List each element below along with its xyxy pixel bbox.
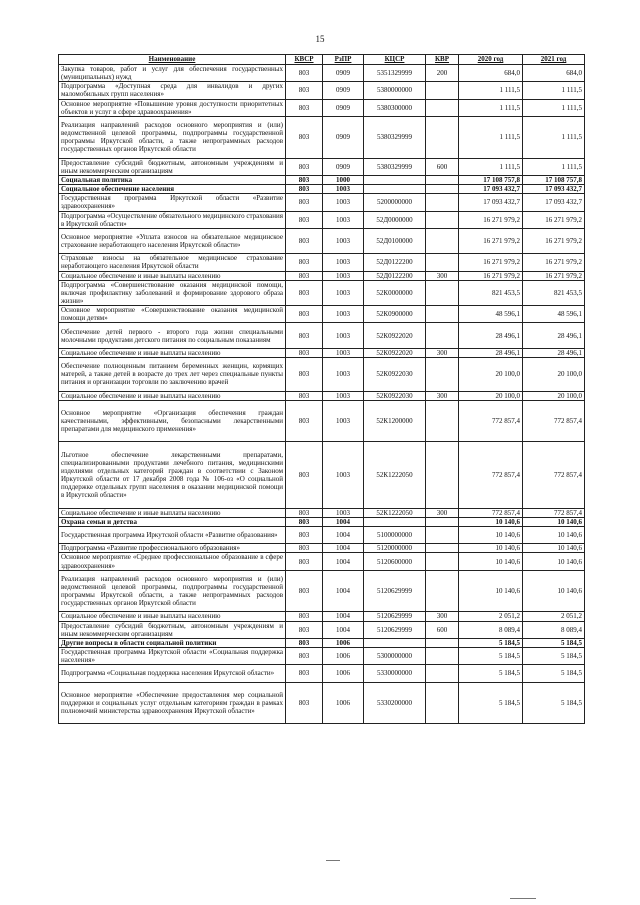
row-rzpr-cell: 0909 (323, 99, 364, 116)
row-kvr-cell (426, 553, 459, 570)
row-rzpr-cell: 1004 (323, 526, 364, 543)
row-kcsr-cell: 5120629999 (364, 621, 426, 638)
row-name-cell: Подпрограмма «Развитие профессионального образования» (59, 544, 286, 553)
row-rzpr-cell: 1003 (323, 358, 364, 392)
row-kcsr-cell (364, 175, 426, 184)
header-2021: 2021 год (523, 55, 585, 65)
row-kvsr-cell: 803 (286, 570, 323, 612)
header-rzpr: РзПР (323, 55, 364, 65)
budget-table (58, 54, 585, 724)
row-rzpr-cell: 1003 (323, 306, 364, 323)
table-row (59, 348, 585, 357)
row-2020-cell: 772 857,4 (459, 508, 523, 517)
row-kvr-cell: 300 (426, 348, 459, 357)
table-row (59, 638, 585, 647)
row-rzpr-cell: 1003 (323, 228, 364, 253)
row-rzpr-cell: 0909 (323, 65, 364, 82)
row-name-cell: Социальное обеспечение и иные выплаты населению (59, 612, 286, 621)
row-kvr-cell: 300 (426, 271, 459, 280)
row-name-cell: Льготное обеспечение лекарственными препаратами, специализированными продуктами лечебного питания, медицинскими изделиями отдельных категорий граждан в соответствии с Законом Иркутской области от 17 декабря 2008 года № 106-оз «О социальной поддержке отдельных групп населения в оказании медицинской помощи в Иркутской области» (59, 442, 286, 508)
row-kcsr-cell: 52Д0122200 (364, 254, 426, 271)
row-2021-cell: 17 093 432,7 (523, 185, 585, 194)
table-row (59, 682, 585, 724)
row-kvsr-cell: 803 (286, 682, 323, 724)
row-2021-cell: 1 111,5 (523, 116, 585, 158)
table-row (59, 185, 585, 194)
table-row (59, 570, 585, 612)
table-row (59, 194, 585, 211)
table-row (59, 254, 585, 271)
row-2020-cell: 1 111,5 (459, 158, 523, 175)
row-kcsr-cell: 52К1222050 (364, 442, 426, 508)
row-kcsr-cell (364, 638, 426, 647)
row-kvr-cell (426, 638, 459, 647)
row-2020-cell: 684,0 (459, 65, 523, 82)
table-row (59, 517, 585, 526)
row-kvsr-cell: 803 (286, 544, 323, 553)
table-row (59, 544, 585, 553)
row-kvr-cell: 600 (426, 621, 459, 638)
row-name-cell: Социальное обеспечение и иные выплаты населению (59, 348, 286, 357)
row-kcsr-cell: 5100000000 (364, 526, 426, 543)
row-2021-cell: 16 271 979,2 (523, 228, 585, 253)
row-rzpr-cell: 1003 (323, 400, 364, 442)
table-row (59, 175, 585, 184)
row-rzpr-cell: 0909 (323, 82, 364, 99)
row-rzpr-cell: 1003 (323, 194, 364, 211)
table-row (59, 665, 585, 682)
row-kcsr-cell: 5330000000 (364, 665, 426, 682)
row-name-cell: Государственная программа Иркутской области «Социальная поддержка населения» (59, 648, 286, 665)
row-2020-cell: 20 100,0 (459, 391, 523, 400)
row-kcsr-cell: 5330200000 (364, 682, 426, 724)
row-kvr-cell (426, 254, 459, 271)
table-row (59, 82, 585, 99)
row-kvr-cell (426, 306, 459, 323)
row-name-cell: Обеспечение полноценным питанием беременных женщин, кормящих матерей, а также детей в возрасте до трех лет через специальные пункты питания и организации торговли по заключению врачей (59, 358, 286, 392)
row-2020-cell: 20 100,0 (459, 358, 523, 392)
row-kvsr-cell: 803 (286, 82, 323, 99)
row-2021-cell: 10 140,6 (523, 517, 585, 526)
row-name-cell: Подпрограмма «Социальная поддержка населения Иркутской области» (59, 665, 286, 682)
row-kvr-cell: 300 (426, 391, 459, 400)
row-2020-cell: 772 857,4 (459, 400, 523, 442)
row-2020-cell: 17 093 432,7 (459, 194, 523, 211)
row-kvr-cell (426, 544, 459, 553)
row-2021-cell: 1 111,5 (523, 99, 585, 116)
row-kcsr-cell: 5120600000 (364, 553, 426, 570)
row-kcsr-cell: 52К0922030 (364, 391, 426, 400)
row-2021-cell: 772 857,4 (523, 400, 585, 442)
scan-mark (326, 860, 340, 861)
row-rzpr-cell: 1004 (323, 517, 364, 526)
row-kvsr-cell: 803 (286, 65, 323, 82)
row-2020-cell: 5 184,5 (459, 638, 523, 647)
row-2020-cell: 1 111,5 (459, 99, 523, 116)
row-rzpr-cell: 1004 (323, 553, 364, 570)
row-rzpr-cell: 1004 (323, 570, 364, 612)
row-kvr-cell: 300 (426, 508, 459, 517)
row-kvsr-cell: 803 (286, 280, 323, 305)
row-kvsr-cell: 803 (286, 306, 323, 323)
row-2020-cell: 1 111,5 (459, 82, 523, 99)
table-row (59, 65, 585, 82)
row-kcsr-cell (364, 185, 426, 194)
row-kcsr-cell: 52К0922020 (364, 348, 426, 357)
row-2020-cell: 17 093 432,7 (459, 185, 523, 194)
row-name-cell: Основное мероприятие «Уплата взносов на обязательное медицинское страхование неработающего населения Иркутской области» (59, 228, 286, 253)
row-kcsr-cell: 5380300000 (364, 99, 426, 116)
row-kvsr-cell: 803 (286, 400, 323, 442)
table-row (59, 648, 585, 665)
row-kvsr-cell: 803 (286, 185, 323, 194)
row-2021-cell: 48 596,1 (523, 306, 585, 323)
row-kvsr-cell: 803 (286, 228, 323, 253)
row-rzpr-cell: 1003 (323, 271, 364, 280)
row-kvr-cell (426, 185, 459, 194)
row-kvr-cell (426, 175, 459, 184)
row-name-cell: Основное мероприятие «Повышение уровня доступности приоритетных объектов и услуг в сфере здравоохранения» (59, 99, 286, 116)
row-name-cell: Предоставление субсидий бюджетным, автономным учреждениям и иным некоммерческим организациям (59, 158, 286, 175)
row-2020-cell: 10 140,6 (459, 553, 523, 570)
row-kvsr-cell: 803 (286, 158, 323, 175)
row-kvsr-cell: 803 (286, 526, 323, 543)
row-kvr-cell (426, 570, 459, 612)
row-2021-cell: 1 111,5 (523, 82, 585, 99)
row-2020-cell: 2 051,2 (459, 612, 523, 621)
table-row (59, 621, 585, 638)
row-kvr-cell (426, 99, 459, 116)
row-name-cell: Реализация направлений расходов основного мероприятия и (или) ведомственной целевой программы, подпрограммы государственной программы Иркутской области, а также непрограммных расходов государственных органов Иркутской области (59, 116, 286, 158)
row-name-cell: Государственная программа Иркутской области «Развитие здравоохранения» (59, 194, 286, 211)
row-name-cell: Социальное обеспечение и иные выплаты населению (59, 391, 286, 400)
row-kvr-cell (426, 648, 459, 665)
row-kvr-cell (426, 194, 459, 211)
row-kcsr-cell: 5351329999 (364, 65, 426, 82)
row-kcsr-cell (364, 517, 426, 526)
row-2020-cell: 10 140,6 (459, 570, 523, 612)
row-2020-cell: 16 271 979,2 (459, 271, 523, 280)
row-kvsr-cell: 803 (286, 116, 323, 158)
row-rzpr-cell: 1004 (323, 612, 364, 621)
row-2020-cell: 16 271 979,2 (459, 211, 523, 228)
row-kcsr-cell: 52К1200000 (364, 400, 426, 442)
row-2021-cell: 684,0 (523, 65, 585, 82)
row-2020-cell: 16 271 979,2 (459, 228, 523, 253)
row-kvr-cell (426, 228, 459, 253)
row-kvsr-cell: 803 (286, 323, 323, 348)
row-kcsr-cell: 5120629999 (364, 612, 426, 621)
row-kcsr-cell: 52К0000000 (364, 280, 426, 305)
row-kvr-cell (426, 442, 459, 508)
row-name-cell: Предоставление субсидий бюджетным, автономным учреждениям и иным некоммерческим организациям (59, 621, 286, 638)
row-2021-cell: 5 184,5 (523, 665, 585, 682)
row-2020-cell: 28 496,1 (459, 323, 523, 348)
header-2020: 2020 год (459, 55, 523, 65)
row-name-cell: Основное мероприятие «Обеспечение предоставления мер социальной поддержки и социальных услуг отдельным категориям граждан в рамках полномочий министерства здравоохранения Иркутской области» (59, 682, 286, 724)
row-2021-cell: 10 140,6 (523, 570, 585, 612)
row-kcsr-cell: 5120629999 (364, 570, 426, 612)
row-kcsr-cell: 5120000000 (364, 544, 426, 553)
row-name-cell: Социальное обеспечение и иные выплаты населению (59, 271, 286, 280)
row-rzpr-cell: 1000 (323, 175, 364, 184)
table-row (59, 612, 585, 621)
row-2020-cell: 16 271 979,2 (459, 254, 523, 271)
row-kcsr-cell: 52К0922020 (364, 323, 426, 348)
table-row (59, 280, 585, 305)
row-kvr-cell: 200 (426, 65, 459, 82)
row-2020-cell: 5 184,5 (459, 682, 523, 724)
header-name: Наименование (59, 55, 286, 65)
row-name-cell: Государственная программа Иркутской области «Развитие образования» (59, 526, 286, 543)
table-row (59, 553, 585, 570)
row-kvsr-cell: 803 (286, 254, 323, 271)
row-2020-cell: 5 184,5 (459, 648, 523, 665)
header-kvr: КВР (426, 55, 459, 65)
row-rzpr-cell: 1006 (323, 682, 364, 724)
row-name-cell: Основное мероприятие «Организация обеспечения граждан качественными, эффективными, безопасными лекарственными препаратами для медицинского применения» (59, 400, 286, 442)
row-kvr-cell (426, 116, 459, 158)
row-kcsr-cell: 5380000000 (364, 82, 426, 99)
row-name-cell: Социальное обеспечение населения (59, 185, 286, 194)
row-kvr-cell (426, 358, 459, 392)
row-kvr-cell (426, 82, 459, 99)
row-rzpr-cell: 0909 (323, 158, 364, 175)
header-kvsr: КВСР (286, 55, 323, 65)
row-rzpr-cell: 1003 (323, 442, 364, 508)
row-2021-cell: 2 051,2 (523, 612, 585, 621)
row-kvr-cell (426, 517, 459, 526)
table-row (59, 400, 585, 442)
table-row (59, 271, 585, 280)
table-row (59, 158, 585, 175)
row-2021-cell: 10 140,6 (523, 553, 585, 570)
row-name-cell: Обеспечение детей первого - второго года жизни специальными молочными продуктами детского питания по социальным показаниям (59, 323, 286, 348)
row-2020-cell: 821 453,5 (459, 280, 523, 305)
row-2020-cell: 17 108 757,8 (459, 175, 523, 184)
table-row (59, 508, 585, 517)
row-kcsr-cell: 52К0900000 (364, 306, 426, 323)
row-kvsr-cell: 803 (286, 621, 323, 638)
table-header-row (59, 55, 585, 65)
table-row (59, 526, 585, 543)
row-rzpr-cell: 1006 (323, 648, 364, 665)
row-kvr-cell (426, 211, 459, 228)
table-body (59, 65, 585, 724)
row-rzpr-cell: 1003 (323, 280, 364, 305)
row-2021-cell: 20 100,0 (523, 358, 585, 392)
row-kvsr-cell: 803 (286, 553, 323, 570)
row-kvsr-cell: 803 (286, 271, 323, 280)
row-rzpr-cell: 1006 (323, 665, 364, 682)
row-kvr-cell (426, 665, 459, 682)
row-kvsr-cell: 803 (286, 638, 323, 647)
row-kvr-cell: 600 (426, 158, 459, 175)
row-name-cell: Подпрограмма «Совершенствование оказания медицинской помощи, включая профилактику заболеваний и формирование здорового образа жизни» (59, 280, 286, 305)
row-kcsr-cell: 5380329999 (364, 158, 426, 175)
row-kvr-cell (426, 526, 459, 543)
row-2020-cell: 772 857,4 (459, 442, 523, 508)
table-row (59, 99, 585, 116)
row-kcsr-cell: 5200000000 (364, 194, 426, 211)
table-row (59, 116, 585, 158)
row-rzpr-cell: 1003 (323, 348, 364, 357)
row-kvsr-cell: 803 (286, 612, 323, 621)
row-rzpr-cell: 1003 (323, 508, 364, 517)
row-kcsr-cell: 52Д0122200 (364, 271, 426, 280)
row-2020-cell: 10 140,6 (459, 526, 523, 543)
scan-mark (510, 898, 536, 899)
row-rzpr-cell: 1006 (323, 638, 364, 647)
row-2021-cell: 10 140,6 (523, 544, 585, 553)
row-2021-cell: 772 857,4 (523, 508, 585, 517)
row-rzpr-cell: 0909 (323, 116, 364, 158)
row-kvsr-cell: 803 (286, 517, 323, 526)
table-row (59, 228, 585, 253)
row-kcsr-cell: 52Д0100000 (364, 228, 426, 253)
row-kvsr-cell: 803 (286, 508, 323, 517)
row-kvr-cell (426, 280, 459, 305)
row-name-cell: Подпрограмма «Доступная среда для инвалидов и других маломобильных групп населения» (59, 82, 286, 99)
row-2021-cell: 17 093 432,7 (523, 194, 585, 211)
row-2020-cell: 28 496,1 (459, 348, 523, 357)
row-2021-cell: 8 089,4 (523, 621, 585, 638)
row-name-cell: Основное мероприятие «Совершенствование оказания медицинской помощи детям» (59, 306, 286, 323)
row-kvr-cell (426, 323, 459, 348)
row-2020-cell: 48 596,1 (459, 306, 523, 323)
row-2020-cell: 5 184,5 (459, 665, 523, 682)
row-kvsr-cell: 803 (286, 648, 323, 665)
table-row (59, 323, 585, 348)
row-2021-cell: 5 184,5 (523, 648, 585, 665)
row-2021-cell: 16 271 979,2 (523, 271, 585, 280)
row-2021-cell: 10 140,6 (523, 526, 585, 543)
row-name-cell: Охрана семьи и детства (59, 517, 286, 526)
row-2021-cell: 16 271 979,2 (523, 211, 585, 228)
header-kcsr: КЦСР (364, 55, 426, 65)
row-rzpr-cell: 1004 (323, 621, 364, 638)
row-name-cell: Социальное обеспечение и иные выплаты населению (59, 508, 286, 517)
row-kcsr-cell: 52Д0000000 (364, 211, 426, 228)
row-kvsr-cell: 803 (286, 358, 323, 392)
row-2021-cell: 16 271 979,2 (523, 254, 585, 271)
table-row (59, 211, 585, 228)
row-2021-cell: 772 857,4 (523, 442, 585, 508)
row-name-cell: Страховые взносы на обязательное медицинское страхование неработающего населения Иркутской области (59, 254, 286, 271)
table-row (59, 306, 585, 323)
row-name-cell: Подпрограмма «Осуществление обязательного медицинского страхования в Иркутской области» (59, 211, 286, 228)
row-rzpr-cell: 1003 (323, 211, 364, 228)
row-kvsr-cell: 803 (286, 194, 323, 211)
row-name-cell: Реализация направлений расходов основного мероприятия и (или) ведомственной целевой программы, подпрограммы государственной программы Иркутской области, а также непрограммных расходов государственных органов Иркутской области (59, 570, 286, 612)
row-kvr-cell (426, 682, 459, 724)
row-2020-cell: 10 140,6 (459, 517, 523, 526)
row-2021-cell: 821 453,5 (523, 280, 585, 305)
row-rzpr-cell: 1003 (323, 323, 364, 348)
row-rzpr-cell: 1003 (323, 391, 364, 400)
row-name-cell: Другие вопросы в области социальной политики (59, 638, 286, 647)
row-kvsr-cell: 803 (286, 665, 323, 682)
row-kvsr-cell: 803 (286, 175, 323, 184)
row-rzpr-cell: 1003 (323, 185, 364, 194)
row-name-cell: Закупка товаров, работ и услуг для обеспечения государственных (муниципальных) нужд (59, 65, 286, 82)
row-kvr-cell (426, 400, 459, 442)
row-2020-cell: 10 140,6 (459, 544, 523, 553)
table-row (59, 442, 585, 508)
row-kvsr-cell: 803 (286, 391, 323, 400)
row-kcsr-cell: 52К1222050 (364, 508, 426, 517)
row-kcsr-cell: 5300000000 (364, 648, 426, 665)
row-2021-cell: 17 108 757,8 (523, 175, 585, 184)
row-2021-cell: 20 100,0 (523, 391, 585, 400)
row-2021-cell: 28 496,1 (523, 348, 585, 357)
row-kvr-cell: 300 (426, 612, 459, 621)
row-kcsr-cell: 5380329999 (364, 116, 426, 158)
row-2021-cell: 5 184,5 (523, 638, 585, 647)
row-2020-cell: 8 089,4 (459, 621, 523, 638)
row-kvsr-cell: 803 (286, 99, 323, 116)
table-row (59, 391, 585, 400)
row-rzpr-cell: 1003 (323, 254, 364, 271)
row-2021-cell: 5 184,5 (523, 682, 585, 724)
row-name-cell: Социальная политика (59, 175, 286, 184)
page-number: 15 (315, 34, 325, 44)
row-2020-cell: 1 111,5 (459, 116, 523, 158)
row-name-cell: Основное мероприятие «Среднее профессиональное образование в сфере здравоохранения» (59, 553, 286, 570)
row-kvsr-cell: 803 (286, 348, 323, 357)
row-rzpr-cell: 1004 (323, 544, 364, 553)
row-2021-cell: 28 496,1 (523, 323, 585, 348)
row-2021-cell: 1 111,5 (523, 158, 585, 175)
row-kvsr-cell: 803 (286, 442, 323, 508)
row-kvsr-cell: 803 (286, 211, 323, 228)
table-row (59, 358, 585, 392)
row-kcsr-cell: 52К0922030 (364, 358, 426, 392)
